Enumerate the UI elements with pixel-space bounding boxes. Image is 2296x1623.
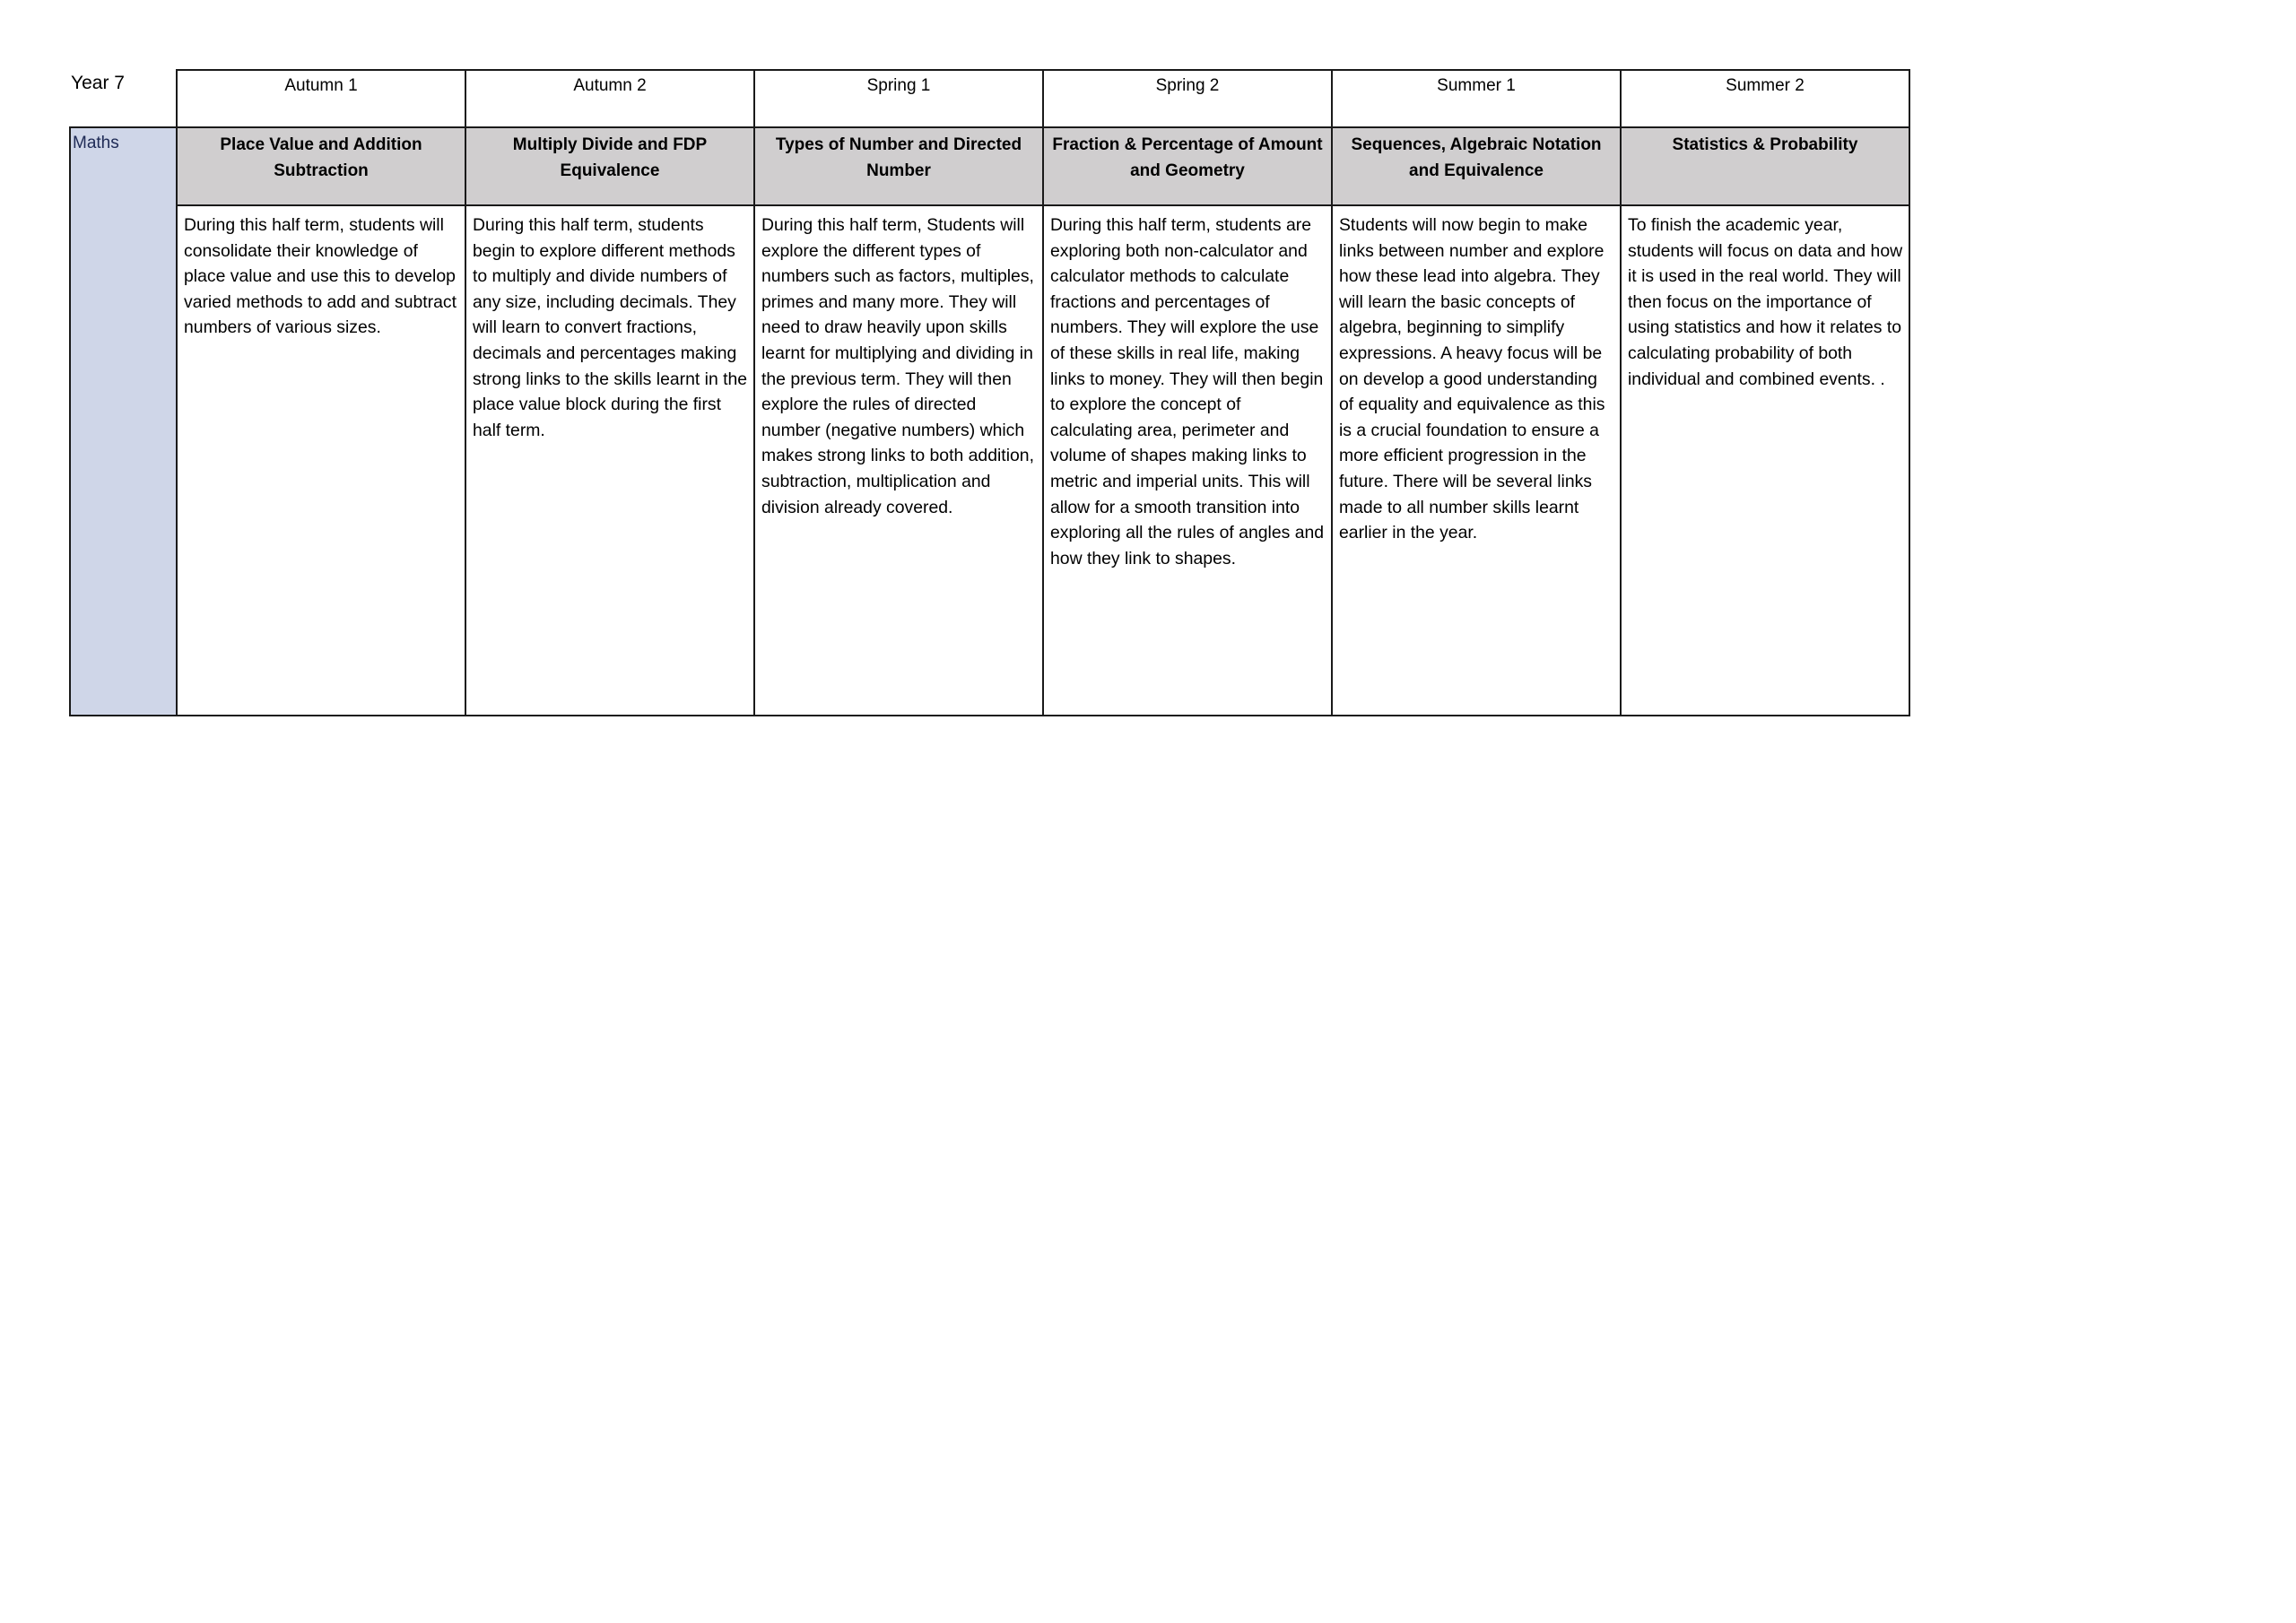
term-header-autumn-1: Autumn 1 bbox=[177, 70, 465, 127]
topic-summer-1: Sequences, Algebraic Notation and Equivalence bbox=[1332, 127, 1621, 205]
topic-spring-1: Types of Number and Directed Number bbox=[754, 127, 1043, 205]
term-header-autumn-2: Autumn 2 bbox=[465, 70, 754, 127]
topic-summer-2: Statistics & Probability bbox=[1621, 127, 1909, 205]
description-spring-1: During this half term, Students will explore the different types of numbers such as factors, multiples, primes and many more. They will need to draw heavily upon skills learnt for multiplying and dividing in the previous term. They will then explore the rules of directed number (negative numbers) which makes strong links to both addition, subtraction, multiplication and division already covered. bbox=[754, 205, 1043, 716]
description-autumn-2: During this half term, students begin to explore different methods to multiply and divide numbers of any size, including decimals. They will learn to convert fractions, decimals and percentages making strong links to the skills learnt in the place value block during the first half term. bbox=[465, 205, 754, 716]
topic-spring-2: Fraction & Percentage of Amount and Geometry bbox=[1043, 127, 1332, 205]
description-spring-2: During this half term, students are exploring both non-calculator and calculator methods to calculate fractions and percentages of numbers. They will explore the use of these skills in real life, making links to money. They will then begin to explore the concept of calculating area, perimeter and volume of shapes making links to metric and imperial units. This will allow for a smooth transition into exploring all the rules of angles and how they link to shapes. bbox=[1043, 205, 1332, 716]
subject-cell: Maths bbox=[70, 127, 177, 716]
topic-autumn-2: Multiply Divide and FDP Equivalence bbox=[465, 127, 754, 205]
topic-autumn-1: Place Value and Addition Subtraction bbox=[177, 127, 465, 205]
corner-cell bbox=[70, 70, 177, 127]
description-summer-2: To finish the academic year, students will focus on data and how it is used in the real world. They will then focus on the importance of using statistics and how it relates to calculating probability of both individual and combined events. . bbox=[1621, 205, 1909, 716]
term-header-spring-1: Spring 1 bbox=[754, 70, 1043, 127]
topic-row bbox=[70, 127, 1909, 205]
term-header-summer-1: Summer 1 bbox=[1332, 70, 1621, 127]
description-summer-1: Students will now begin to make links between number and explore how these lead into algebra. They will learn the basic concepts of algebra, beginning to simplify expressions. A heavy focus will be on develop a good understanding of equality and equivalence as this is a crucial foundation to ensure a more efficient progression in the future. There will be several links made to all number skills learnt earlier in the year. bbox=[1332, 205, 1621, 716]
description-row bbox=[70, 205, 1909, 716]
term-header-row bbox=[70, 70, 1909, 127]
year-label: Year 7 bbox=[71, 73, 125, 93]
term-header-summer-2: Summer 2 bbox=[1621, 70, 1909, 127]
term-header-spring-2: Spring 2 bbox=[1043, 70, 1332, 127]
curriculum-table bbox=[69, 69, 1910, 716]
description-autumn-1: During this half term, students will consolidate their knowledge of place value and use this to develop varied methods to add and subtract numbers of various sizes. bbox=[177, 205, 465, 716]
